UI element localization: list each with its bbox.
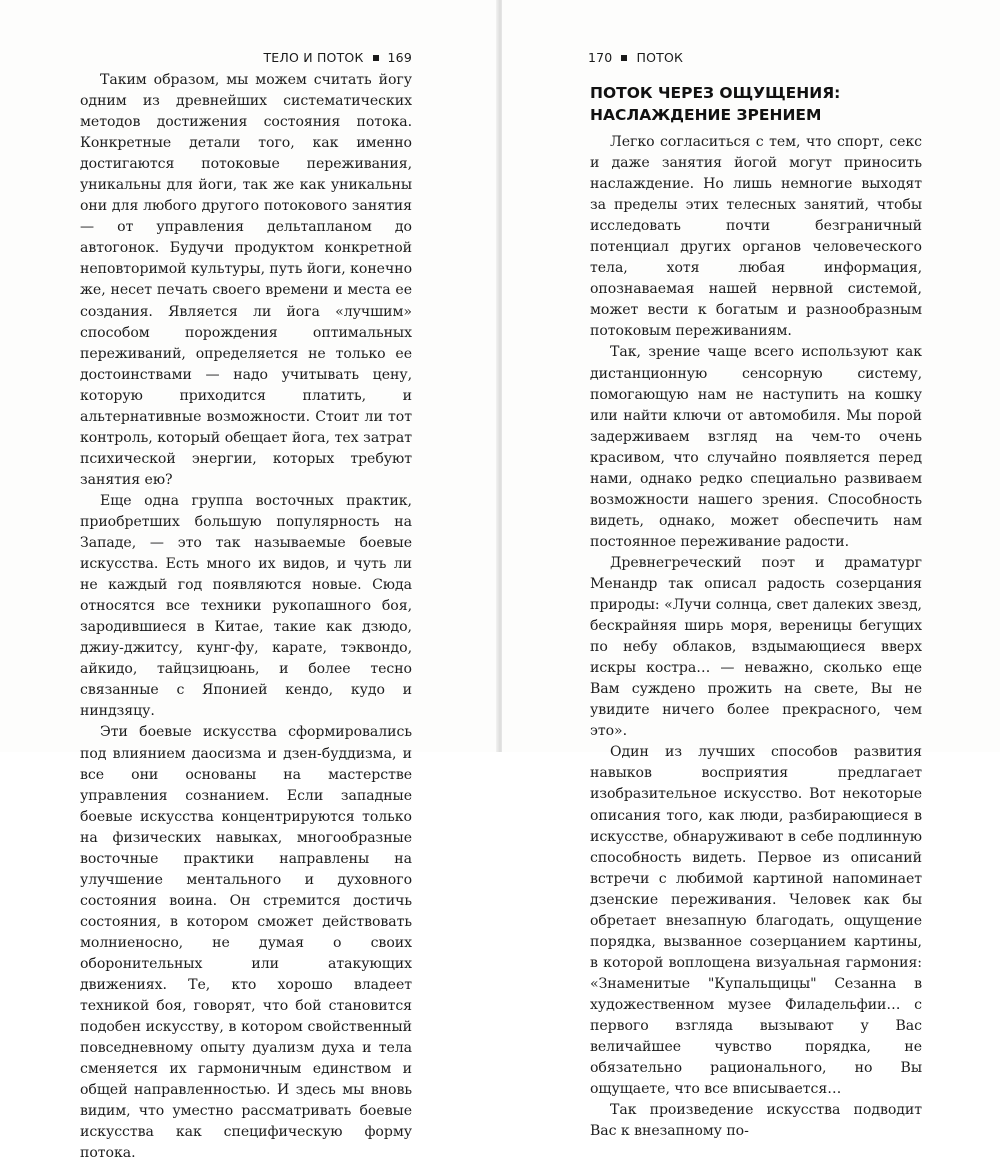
header-square-icon — [621, 55, 627, 61]
left-running-head-title: ТЕЛО И ПОТОК — [263, 50, 364, 65]
right-paragraph-4: Один из лучших способов развития навыков восприятия предлагает изобразительное искусство. Вот некоторые описания того, как люди, разбирающиеся в искусстве, обнаруживают в себе подлинную способность видеть. Первое из описаний встречи с любимой картиной напоминает дзенские переживания. Человек как бы обретает внезапную благодать, ощущение порядка, вызванное созерцанием картины, в которой воплощена визуальная гармония: «Знаменитые "Купальщицы" Сезанна в художественном музее Филадельфии… с первого взгляда вызывают у Вас величайшее чувство порядка, не обязательно рационального, но Вы ощущаете, что все вписывается… — [590, 744, 922, 1098]
right-running-header — [588, 50, 683, 65]
left-page — [0, 0, 498, 1162]
right-paragraph-3: Древнегреческий поэт и драматург Менандр так описал радость созерцания природы: «Лучи солнца, свет далеких звезд, бескрайняя ширь моря, вереницы бегущих по небу облаков, вздымающиеся вверх искры костра… — неважно, сколько еще Вам суждено прожить на свете, Вы не увидите ничего более прекрасного, чем это». — [590, 554, 922, 740]
right-page — [502, 0, 1000, 1140]
left-running-header — [263, 50, 412, 65]
left-paragraph-2: Еще одна группа восточных практик, приобретших большую популярность на Западе, — это так называемые боевые искусства. Есть много их видов, и чуть ли не каждый год появляются новые. Сюда относятся все техники рукопашного боя, зародившиеся в Китае, такие как дзюдо, джиу-джитсу, кунг-фу, карате, тэквондо, айкидо, тайцзицюань, и более тесно связанные с Японией кендо, кудо и ниндзяцу. — [80, 492, 412, 720]
right-running-head-title: ПОТОК — [636, 50, 684, 65]
right-paragraph-5: Так произведение искусства подводит Вас к внезапному по- — [590, 1102, 922, 1140]
left-page-number: 169 — [387, 50, 412, 65]
left-body-text — [80, 70, 412, 1164]
right-paragraph-2: Так, зрение чаще всего используют как дистанционную сенсорную систему, помогающую нам не наступить на кошку или найти ключи от автомобиля. Мы порой задерживаем взгляд на чем-то очень красивом, что случайно появляется перед нами, однако редко специально развиваем возможности нашего зрения. Способность видеть, однако, может обеспечить нам постоянное переживание радости. — [590, 344, 922, 550]
header-square-icon — [373, 55, 379, 61]
right-body-text — [590, 132, 922, 1142]
section-title-line-2: НАСЛАЖДЕНИЕ ЗРЕНИЕМ — [590, 106, 822, 124]
right-paragraph-1: Легко согласиться с тем, что спорт, секс и даже занятия йогой могут приносить наслаждение. Но лишь немногие выходят за пределы этих телесных занятий, чтобы исследовать почти безграничный потенциал других органов человеческого тела, хотя любая информация, опознаваемая нашей нервной системой, может вести к богатым и разнообразным потоковым переживаниям. — [590, 134, 922, 340]
section-title-line-1: ПОТОК ЧЕРЕЗ ОЩУЩЕНИЯ: — [590, 84, 841, 102]
left-paragraph-1: Таким образом, мы можем считать йогу одним из древнейших систематических методов достижения состояния потока. Конкретные детали того, как именно достигаются потоковые переживания, уникальны для йоги, так же как уникальны они для любого другого потокового занятия — от управления дельтапланом до автогонок. Будучи продуктом конкретной неповторимой культуры, путь йоги, конечно же, несет печать своего времени и места ее создания. Является ли йога «лучшим» способом порождения оптимальных переживаний, определяется не только ее достоинствами — надо учитывать цену, которую приходится платить, и альтернативные возможности. Стоит ли тот контроль, который обещает йога, тех затрат психической энергии, которых требуют занятия ею? — [80, 72, 413, 488]
right-page-number: 170 — [588, 50, 613, 65]
section-title — [590, 82, 930, 126]
left-paragraph-3: Эти боевые искусства сформировались под влиянием даосизма и дзен-буддизма, и все они основаны на мастерстве управления сознанием. Если западные боевые искусства концентрируются только на физических навыках, многообразные восточные практики направлены на улучшение ментального и духовного состояния воина. Он стремится достичь состояния, в котором сможет действовать молниеносно, не думая о своих оборонительных или атакующих движениях. Те, кто хорошо владеет техникой боя, говорят, что бой становится подобен искусству, в котором свойственный повседневному опыту дуализм духа и тела сменяется их гармоничным единством и общей направленностью. И здесь мы вновь видим, что уместно рассматривать боевые искусства как специфическую форму потока. — [80, 724, 412, 1162]
